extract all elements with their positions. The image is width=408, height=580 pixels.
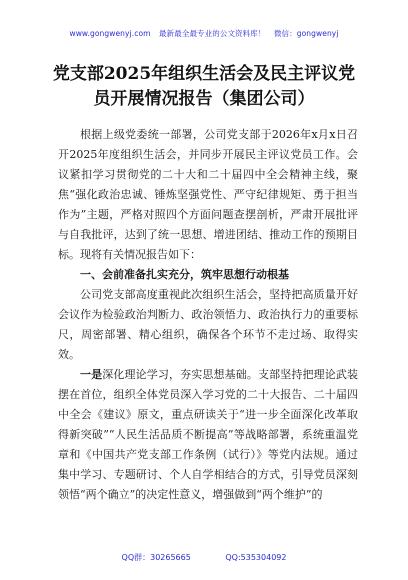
header-wechat: 微信：gongwenyj [273, 29, 339, 38]
page-header [0, 28, 408, 39]
title-line-1: 党支部2025年组织生活会及民主评议党 [52, 64, 356, 84]
document-title [40, 62, 368, 112]
paragraph-preparation: 公司党支部高度重视此次组织生活会，坚持把高质量开好会议作为检验政治判断力、政治领悟力、政治执行力的重要标尺，周密部署、精心组织，确保各个环节不走过场、取得实效。 [58, 288, 358, 361]
paragraph-lead: 一是 [80, 368, 103, 381]
title-line-2: 员开展情况报告（集团公司） [93, 89, 315, 109]
footer-qq-group: QQ群：30265665 [121, 553, 191, 562]
page-footer [0, 552, 408, 563]
header-website[interactable]: www.gongwenyj.com [69, 29, 151, 38]
document-body [58, 125, 358, 505]
paragraph-theory-text: 深化理论学习，夯实思想基础。支部坚持把理论武装摆在首位，组织全体党员深入学习党的二十大报告、二十届四中全会《建议》原文，重点研读关于“进一步全面深化改革取得新突破”“人民生活品质不断提高”等战略部署，系统重温党章和《中国共产党支部工作条例（试行）》等党内法规。通过集中学习、专题研讨、个人自学相结合的方式，引导党员深刻领悟“两个确立”的决定性意义，增强做到“两个维护”的 [58, 368, 358, 501]
footer-qq: QQ:535304092 [225, 553, 287, 562]
paragraph-intro: 根据上级党委统一部署，公司党支部于2026年x月x日召开2025年度组织生活会，并同步开展民主评议党员工作。会议紧扣学习贯彻党的二十大和二十届四中全会精神主线，聚焦“强化政治忠诚、锤炼坚强党性、严守纪律规矩、勇于担当作为”主题，严格对照四个方面问题查摆剖析，严肃开展批评与自我批评，达到了统一思想、增进团结、推动工作的预期目标。现将有关情况报告如下： [58, 128, 358, 261]
paragraph-theory-study [58, 365, 358, 505]
header-slogan: 最新最全最专业的公文资料库！ [159, 29, 266, 38]
section-heading-1: 一、会前准备扎实充分，筑牢思想行动根基 [80, 268, 289, 281]
